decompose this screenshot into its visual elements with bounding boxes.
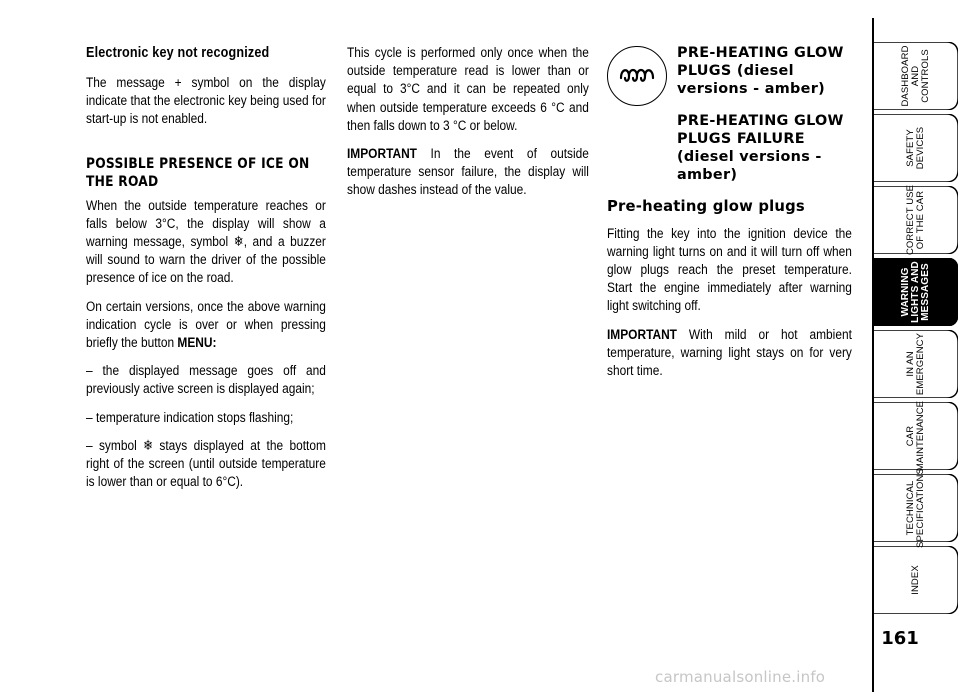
important-label: IMPORTANT <box>347 146 417 163</box>
tab-warning-lights-and-messages[interactable] <box>872 258 958 326</box>
key-not-recognized-heading: Electronic key not recognized <box>86 44 270 61</box>
tab-technical-specifications[interactable] <box>872 468 958 548</box>
important-label: IMPORTANT <box>607 326 677 343</box>
right-column <box>607 44 852 390</box>
glow-plug-warning-icon <box>607 46 667 106</box>
tab-in-an-emergency[interactable] <box>872 330 958 398</box>
tab-label: WARNING LIGHTS AND MESSAGES <box>900 261 931 323</box>
page-number: 161 <box>881 628 919 649</box>
glow-plug-subheading: Pre-heating glow plugs <box>607 198 805 215</box>
glow-plug-header <box>607 44 852 184</box>
tab-label: INDEX <box>910 565 921 595</box>
tab-label: IN AN EMERGENCY <box>905 332 926 396</box>
tab-label: DASHBOARD AND CONTROLS <box>900 45 931 107</box>
key-not-recognized-text: The message + symbol on the display indicate that the electronic key being used for start-up is not enabled. <box>86 75 326 128</box>
left-column <box>86 44 326 501</box>
tab-label: CAR MAINTENANCE <box>905 400 926 472</box>
tab-label: TECHNICAL SPECIFICATIONS <box>905 468 926 548</box>
list-item: – symbol ❄ stays displayed at the bottom right of the screen (until outside temperature is lower than or equal to 6°C). <box>86 437 326 491</box>
list-item: – temperature indication stops flashing; <box>86 409 294 426</box>
menu-button-label: MENU: <box>177 335 217 352</box>
tab-safety-devices[interactable] <box>872 114 958 182</box>
watermark: carmanualsonline.info <box>655 668 826 686</box>
tab-label: CORRECT USE OF THE CAR <box>905 184 926 256</box>
list-item: – the displayed message goes off and previously active screen is displayed again; <box>86 363 326 398</box>
tab-car-maintenance[interactable] <box>872 402 958 470</box>
tab-correct-use-of-the-car[interactable] <box>872 186 958 254</box>
middle-column <box>347 44 589 210</box>
glow-plug-heading: PRE-HEATING GLOW PLUGS (diesel versions - amber) <box>677 45 844 97</box>
glow-plug-failure-heading: PRE-HEATING GLOW PLUGS FAILURE (diesel versions - amber) <box>677 113 844 183</box>
tab-index[interactable] <box>872 546 958 614</box>
cycle-text: This cycle is performed only once when the outside temperature read is lower than or equal to 3°C and it can be repeated only when outside temperature exceeds 6 °C and then falls down to 3 °C or below. <box>347 45 589 134</box>
ice-road-heading: POSSIBLE PRESENCE OF ICE ON THE ROAD <box>86 154 310 190</box>
important-note: IMPORTANT With mild or hot ambient temperature, warning light stays on for very short time. <box>607 326 852 379</box>
section-tab-index <box>870 0 960 692</box>
menu-button-text: On certain versions, once the above warning indication cycle is over or when pressing briefly the button MENU: <box>86 298 326 352</box>
important-note: IMPORTANT In the event of outside temperature sensor failure, the display will show dashes instead of the value. <box>347 146 589 199</box>
ice-road-text: When the outside temperature reaches or falls below 3°C, the display will show a warning message, symbol ❄, and a buzzer will sound to warn the driver of the possible presence of ice on the road. <box>86 197 326 287</box>
tab-label: SAFETY DEVICES <box>905 126 926 170</box>
tab-dashboard-and-controls[interactable] <box>872 42 958 110</box>
glow-plug-text: Fitting the key into the ignition device the warning light turns on and it will turn off when glow plugs reach the preset temperature. Start the engine immediately after warning light switching off. <box>607 225 852 315</box>
